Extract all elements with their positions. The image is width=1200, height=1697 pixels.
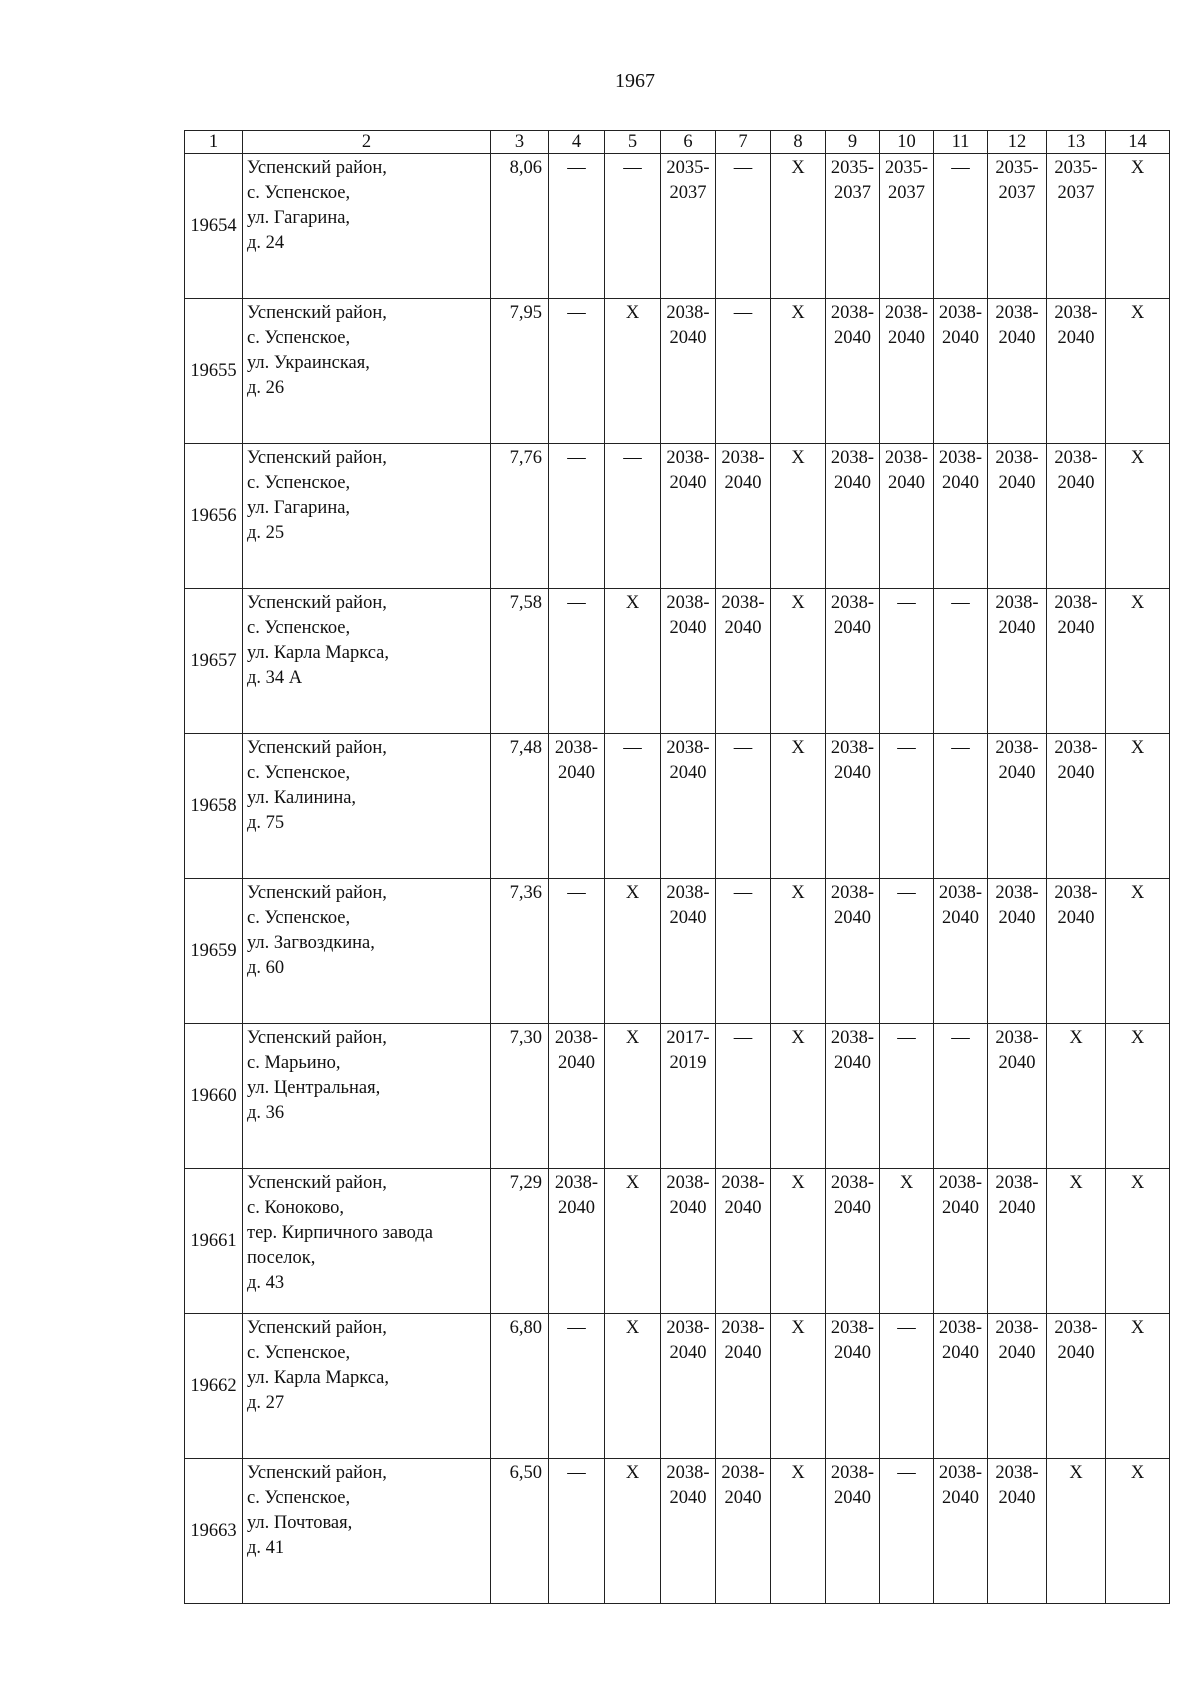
schedule-cell: X bbox=[771, 879, 826, 1024]
schedule-cell: X bbox=[605, 1024, 661, 1169]
schedule-cell: 2038-2040 bbox=[661, 734, 716, 879]
column-header: 6 bbox=[661, 131, 716, 154]
schedule-cell: 2038-2040 bbox=[988, 589, 1047, 734]
schedule-cell: X bbox=[880, 1169, 934, 1314]
schedule-cell: 2038-2040 bbox=[880, 299, 934, 444]
schedule-cell: — bbox=[549, 879, 605, 1024]
schedule-cell: X bbox=[771, 589, 826, 734]
schedule-cell: — bbox=[934, 589, 988, 734]
column-header: 3 bbox=[491, 131, 549, 154]
row-id-cell: 19658 bbox=[185, 734, 243, 879]
schedule-cell: — bbox=[880, 879, 934, 1024]
schedule-cell: — bbox=[605, 444, 661, 589]
column-header: 5 bbox=[605, 131, 661, 154]
address-line: Успенский район, bbox=[247, 158, 387, 178]
column-header: 8 bbox=[771, 131, 826, 154]
schedule-cell: 2038-2040 bbox=[661, 879, 716, 1024]
address-line: с. Успенское, bbox=[247, 1488, 351, 1508]
schedule-cell: X bbox=[771, 1024, 826, 1169]
row-id-cell: 19655 bbox=[185, 299, 243, 444]
address-line: ул. Центральная, bbox=[247, 1078, 381, 1098]
schedule-cell: — bbox=[716, 1024, 771, 1169]
schedule-cell: 2035-2037 bbox=[1047, 154, 1106, 299]
schedule-cell: 2035-2037 bbox=[826, 154, 880, 299]
row-id-cell: 19654 bbox=[185, 154, 243, 299]
table-row bbox=[185, 1314, 1170, 1459]
schedule-cell: — bbox=[549, 299, 605, 444]
schedule-cell: X bbox=[1106, 1459, 1170, 1604]
schedule-cell: X bbox=[605, 1459, 661, 1604]
address-line: поселок, bbox=[247, 1248, 316, 1268]
address-line: д. 34 А bbox=[247, 668, 303, 688]
column-header: 12 bbox=[988, 131, 1047, 154]
table-row bbox=[185, 1459, 1170, 1604]
column-header: 13 bbox=[1047, 131, 1106, 154]
schedule-cell: X bbox=[771, 444, 826, 589]
area-cell: 6,80 bbox=[491, 1314, 549, 1459]
schedule-cell: 2035-2037 bbox=[988, 154, 1047, 299]
schedule-cell: 2035-2037 bbox=[880, 154, 934, 299]
table-row bbox=[185, 444, 1170, 589]
area-cell: 8,06 bbox=[491, 154, 549, 299]
schedule-cell: — bbox=[716, 299, 771, 444]
schedule-cell: 2038-2040 bbox=[1047, 299, 1106, 444]
schedule-cell: X bbox=[771, 299, 826, 444]
schedule-cell: 2038-2040 bbox=[934, 1459, 988, 1604]
schedule-cell: 2038-2040 bbox=[661, 1459, 716, 1604]
schedule-cell: 2038-2040 bbox=[1047, 589, 1106, 734]
schedule-cell: X bbox=[771, 734, 826, 879]
column-header: 4 bbox=[549, 131, 605, 154]
address-line: с. Успенское, bbox=[247, 473, 351, 493]
schedule-cell: X bbox=[1047, 1459, 1106, 1604]
address-cell bbox=[243, 154, 491, 299]
schedule-cell: 2038-2040 bbox=[1047, 1314, 1106, 1459]
schedule-cell: X bbox=[1106, 1169, 1170, 1314]
address-line: с. Успенское, bbox=[247, 763, 351, 783]
area-cell: 7,76 bbox=[491, 444, 549, 589]
page-number: 1967 bbox=[615, 70, 655, 92]
schedule-cell: X bbox=[605, 299, 661, 444]
schedule-cell: X bbox=[1106, 154, 1170, 299]
address-line: тер. Кирпичного завода bbox=[247, 1223, 434, 1243]
address-line: ул. Карла Маркса, bbox=[247, 643, 390, 663]
schedule-cell: 2038-2040 bbox=[661, 589, 716, 734]
schedule-cell: 2038-2040 bbox=[988, 1169, 1047, 1314]
address-line: с. Коноково, bbox=[247, 1198, 345, 1218]
table-row bbox=[185, 299, 1170, 444]
schedule-cell: 2038-2040 bbox=[549, 734, 605, 879]
schedule-cell: — bbox=[716, 734, 771, 879]
address-line: ул. Украинская, bbox=[247, 353, 370, 373]
table-header bbox=[185, 131, 1170, 154]
schedule-cell: X bbox=[1106, 1024, 1170, 1169]
address-cell bbox=[243, 589, 491, 734]
column-header: 10 bbox=[880, 131, 934, 154]
row-id-cell: 19661 bbox=[185, 1169, 243, 1314]
address-line: Успенский район, bbox=[247, 1028, 387, 1048]
address-line: с. Успенское, bbox=[247, 328, 351, 348]
schedule-cell: — bbox=[934, 154, 988, 299]
schedule-cell: 2038-2040 bbox=[988, 444, 1047, 589]
schedule-cell: 2038-2040 bbox=[988, 1024, 1047, 1169]
schedule-cell: — bbox=[880, 734, 934, 879]
schedule-cell: X bbox=[1047, 1024, 1106, 1169]
table-body bbox=[185, 154, 1170, 1604]
schedule-cell: — bbox=[716, 154, 771, 299]
address-line: ул. Калинина, bbox=[247, 788, 357, 808]
row-id-cell: 19662 bbox=[185, 1314, 243, 1459]
address-line: Успенский район, bbox=[247, 738, 387, 758]
address-cell bbox=[243, 734, 491, 879]
address-cell bbox=[243, 1024, 491, 1169]
schedule-cell: — bbox=[549, 1459, 605, 1604]
schedule-cell: X bbox=[771, 1314, 826, 1459]
schedule-cell: X bbox=[605, 589, 661, 734]
address-line: с. Марьино, bbox=[247, 1053, 341, 1073]
address-line: д. 24 bbox=[247, 233, 285, 253]
area-cell: 7,48 bbox=[491, 734, 549, 879]
address-line: Успенский район, bbox=[247, 1173, 387, 1193]
address-line: д. 75 bbox=[247, 813, 285, 833]
schedule-cell: — bbox=[880, 1459, 934, 1604]
address-line: с. Успенское, bbox=[247, 183, 351, 203]
row-id-cell: 19656 bbox=[185, 444, 243, 589]
address-line: с. Успенское, bbox=[247, 618, 351, 638]
schedule-cell: X bbox=[1106, 879, 1170, 1024]
schedule-cell: X bbox=[605, 1169, 661, 1314]
address-line: ул. Гагарина, bbox=[247, 498, 351, 518]
column-number-row bbox=[185, 131, 1170, 154]
schedule-cell: X bbox=[1106, 299, 1170, 444]
address-line: д. 25 bbox=[247, 523, 285, 543]
schedule-cell: 2038-2040 bbox=[826, 1024, 880, 1169]
table-row bbox=[185, 154, 1170, 299]
schedule-cell: 2038-2040 bbox=[988, 1459, 1047, 1604]
schedule-cell: 2038-2040 bbox=[1047, 734, 1106, 879]
schedule-cell: — bbox=[605, 154, 661, 299]
schedule-cell: 2038-2040 bbox=[826, 444, 880, 589]
schedule-cell: 2038-2040 bbox=[988, 879, 1047, 1024]
address-line: д. 41 bbox=[247, 1538, 285, 1558]
address-cell bbox=[243, 1169, 491, 1314]
address-cell bbox=[243, 299, 491, 444]
address-line: ул. Карла Маркса, bbox=[247, 1368, 390, 1388]
table-row bbox=[185, 879, 1170, 1024]
schedule-cell: 2038-2040 bbox=[716, 444, 771, 589]
schedule-cell: — bbox=[605, 734, 661, 879]
address-line: ул. Загвоздкина, bbox=[247, 933, 375, 953]
address-line: Успенский район, bbox=[247, 883, 387, 903]
schedule-cell: X bbox=[771, 1459, 826, 1604]
schedule-cell: X bbox=[771, 154, 826, 299]
schedule-cell: — bbox=[549, 589, 605, 734]
schedule-cell: — bbox=[880, 589, 934, 734]
schedule-cell: 2038-2040 bbox=[716, 589, 771, 734]
row-id-cell: 19657 bbox=[185, 589, 243, 734]
address-line: ул. Почтовая, bbox=[247, 1513, 353, 1533]
row-id-cell: 19659 bbox=[185, 879, 243, 1024]
address-line: Успенский район, bbox=[247, 593, 387, 613]
schedule-cell: — bbox=[549, 444, 605, 589]
table-row bbox=[185, 734, 1170, 879]
schedule-cell: 2038-2040 bbox=[988, 1314, 1047, 1459]
schedule-cell: 2035-2037 bbox=[661, 154, 716, 299]
address-line: с. Успенское, bbox=[247, 908, 351, 928]
schedule-cell: 2038-2040 bbox=[661, 444, 716, 589]
schedule-cell: X bbox=[1106, 589, 1170, 734]
table-row bbox=[185, 1024, 1170, 1169]
column-header: 9 bbox=[826, 131, 880, 154]
schedule-cell: 2038-2040 bbox=[934, 299, 988, 444]
schedule-cell: — bbox=[549, 1314, 605, 1459]
schedule-cell: 2038-2040 bbox=[826, 1169, 880, 1314]
housing-register-table bbox=[184, 130, 1170, 1604]
table-row bbox=[185, 589, 1170, 734]
column-header: 7 bbox=[716, 131, 771, 154]
schedule-cell: X bbox=[1106, 1314, 1170, 1459]
area-cell: 7,36 bbox=[491, 879, 549, 1024]
schedule-cell: 2038-2040 bbox=[826, 299, 880, 444]
column-header: 14 bbox=[1106, 131, 1170, 154]
schedule-cell: 2038-2040 bbox=[716, 1459, 771, 1604]
address-line: с. Успенское, bbox=[247, 1343, 351, 1363]
schedule-cell: 2038-2040 bbox=[716, 1169, 771, 1314]
schedule-cell: 2038-2040 bbox=[549, 1169, 605, 1314]
area-cell: 7,29 bbox=[491, 1169, 549, 1314]
schedule-cell: 2038-2040 bbox=[934, 1314, 988, 1459]
schedule-cell: 2038-2040 bbox=[826, 589, 880, 734]
schedule-cell: — bbox=[880, 1024, 934, 1169]
schedule-cell: X bbox=[1106, 444, 1170, 589]
schedule-cell: X bbox=[1047, 1169, 1106, 1314]
row-id-cell: 19660 bbox=[185, 1024, 243, 1169]
address-line: д. 60 bbox=[247, 958, 285, 978]
schedule-cell: — bbox=[880, 1314, 934, 1459]
address-line: Успенский район, bbox=[247, 1463, 387, 1483]
schedule-cell: 2038-2040 bbox=[880, 444, 934, 589]
column-header: 2 bbox=[243, 131, 491, 154]
address-cell bbox=[243, 1459, 491, 1604]
address-line: д. 27 bbox=[247, 1393, 285, 1413]
schedule-cell: — bbox=[934, 734, 988, 879]
schedule-cell: 2038-2040 bbox=[934, 1169, 988, 1314]
area-cell: 7,95 bbox=[491, 299, 549, 444]
schedule-cell: 2038-2040 bbox=[661, 299, 716, 444]
schedule-cell: X bbox=[771, 1169, 826, 1314]
address-cell bbox=[243, 1314, 491, 1459]
column-header: 11 bbox=[934, 131, 988, 154]
schedule-cell: 2038-2040 bbox=[826, 879, 880, 1024]
schedule-cell: — bbox=[716, 879, 771, 1024]
schedule-cell: 2038-2040 bbox=[661, 1314, 716, 1459]
row-id-cell: 19663 bbox=[185, 1459, 243, 1604]
address-cell bbox=[243, 444, 491, 589]
address-line: Успенский район, bbox=[247, 1318, 387, 1338]
schedule-cell: 2038-2040 bbox=[1047, 444, 1106, 589]
schedule-cell: 2038-2040 bbox=[826, 1314, 880, 1459]
address-line: д. 36 bbox=[247, 1103, 285, 1123]
schedule-cell: 2017-2019 bbox=[661, 1024, 716, 1169]
schedule-cell: 2038-2040 bbox=[826, 1459, 880, 1604]
schedule-cell: X bbox=[1106, 734, 1170, 879]
schedule-cell: 2038-2040 bbox=[934, 444, 988, 589]
schedule-cell: — bbox=[549, 154, 605, 299]
schedule-cell: 2038-2040 bbox=[934, 879, 988, 1024]
address-line: Успенский район, bbox=[247, 448, 387, 468]
schedule-cell: — bbox=[934, 1024, 988, 1169]
area-cell: 6,50 bbox=[491, 1459, 549, 1604]
area-cell: 7,30 bbox=[491, 1024, 549, 1169]
table-row bbox=[185, 1169, 1170, 1314]
address-line: Успенский район, bbox=[247, 303, 387, 323]
column-header: 1 bbox=[185, 131, 243, 154]
schedule-cell: 2038-2040 bbox=[988, 299, 1047, 444]
area-cell: 7,58 bbox=[491, 589, 549, 734]
schedule-cell: 2038-2040 bbox=[549, 1024, 605, 1169]
address-line: д. 26 bbox=[247, 378, 285, 398]
schedule-cell: 2038-2040 bbox=[661, 1169, 716, 1314]
address-cell bbox=[243, 879, 491, 1024]
schedule-cell: 2038-2040 bbox=[716, 1314, 771, 1459]
address-line: д. 43 bbox=[247, 1273, 285, 1293]
address-line: ул. Гагарина, bbox=[247, 208, 351, 228]
schedule-cell: X bbox=[605, 879, 661, 1024]
schedule-cell: X bbox=[605, 1314, 661, 1459]
schedule-cell: 2038-2040 bbox=[826, 734, 880, 879]
schedule-cell: 2038-2040 bbox=[1047, 879, 1106, 1024]
schedule-cell: 2038-2040 bbox=[988, 734, 1047, 879]
